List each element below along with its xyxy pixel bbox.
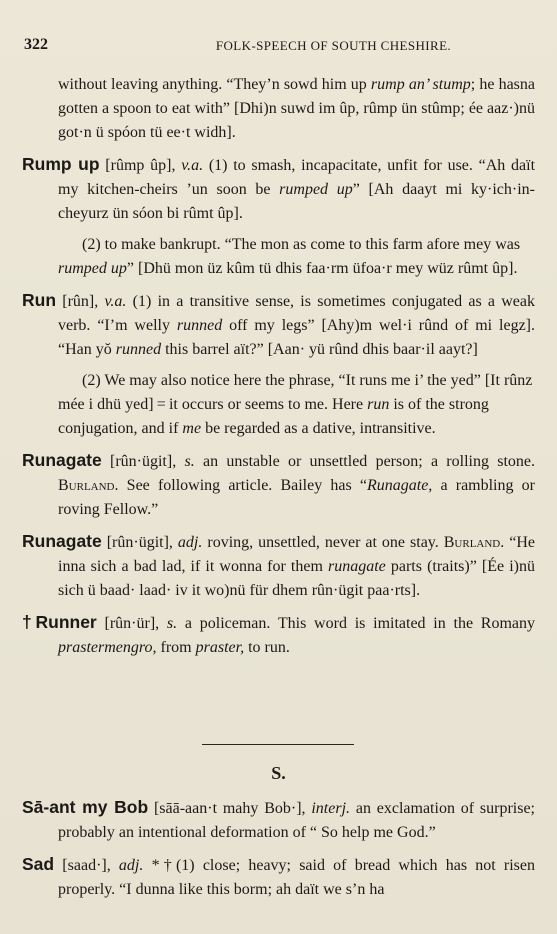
entry-runagate-adj: Runagate [rûn·ügit], adj. roving, unsettled, never at one stay. Burland. “He inna sich a bad lad, if it wonna for them runagate parts (traits)” [Ée i)nü sich ü baad· laad· iv it wo)nü für dhem rûn·ügit paa·rts].: [22, 531, 536, 599]
entry-run: Run [rûn], v.a. (1) in a transitive sense, is sometimes conjugated as a weak verb. “I’m welly runned off my legs” [Ahy)m wel·i rûnd of mi legz]. “Han yŏ runned this barrel aït?” [Aan· yü rûnd dhis baar·il aayt?]: [22, 290, 536, 358]
dictionary-entries-s: [22, 795, 535, 909]
headword: Rump up: [22, 154, 100, 174]
section-letter: S.: [271, 763, 286, 783]
continued-entry: without leaving anything. “They’n sowd him up rump an’ stump; he hasna gotten a spoon to eat with” [Dhi)n suwd im ûp, rûmp ün stûmp; ée aaz·)nü got·n ü spóon tü ee·t widh].: [58, 76, 536, 141]
dictionary-entries: [22, 73, 535, 667]
page-header: [24, 36, 533, 56]
running-title: FOLK-SPEECH OF SOUTH CHESHIRE.: [215, 38, 452, 53]
entry-run-sense-2: (2) We may also notice here the phrase, “It runs me i’ the yed” [It rûnz mée i dhü yed] = it occurs or seems to me. Here run is of the strong conjugation, and if me be regarded as a dative, intransitive.: [58, 372, 533, 437]
page-number: 322: [24, 36, 48, 53]
entry-runagate-noun: Runagate [rûn·ügit], s. an unstable or unsettled person; a rolling stone. Burland. See following article. Bailey has “Runagate, a rambling or roving Fellow.”: [22, 450, 536, 518]
section-divider: [202, 744, 354, 745]
entry-rump-up: Rump up [rûmp ûp], v.a. (1) to smash, incapacitate, unfit for use. “Ah daït my kitchen-cheirs ’un soon be rumped up” [Ah daayt mi ky·ich·in-cheyurz ün sóon bi rûmt ûp].: [22, 154, 536, 222]
headword: Sā-ant my Bob: [22, 797, 149, 817]
headword: Sad: [22, 854, 55, 874]
headword: Run: [22, 290, 57, 310]
headword: †Runner: [22, 612, 97, 632]
headword: Runagate: [22, 531, 102, 551]
entry-runner: †Runner [rûn·ür], s. a policeman. This word is imitated in the Romany prastermengro, from praster, to run.: [22, 612, 536, 656]
entry-rump-up-sense-2: (2) to make bankrupt. “The mon as come to this farm afore mey was rumped up” [Dhü mon üz kûm tü dhis faa·rm üfoa·r mey wüz rûmt ûp].: [58, 236, 521, 277]
entry-saant-my-bob: Sā-ant my Bob [sāā-aan·t mahy Bob·], interj. an exclamation of surprise; probably an intentional deformation of “ So help me God.”: [22, 797, 536, 841]
entry-sad: Sad [saad·], adj. *†(1) close; heavy; said of bread which has not risen properly. “I dunna like this borm; ah daït we s’n ha: [22, 854, 535, 898]
headword: Runagate: [22, 450, 102, 470]
